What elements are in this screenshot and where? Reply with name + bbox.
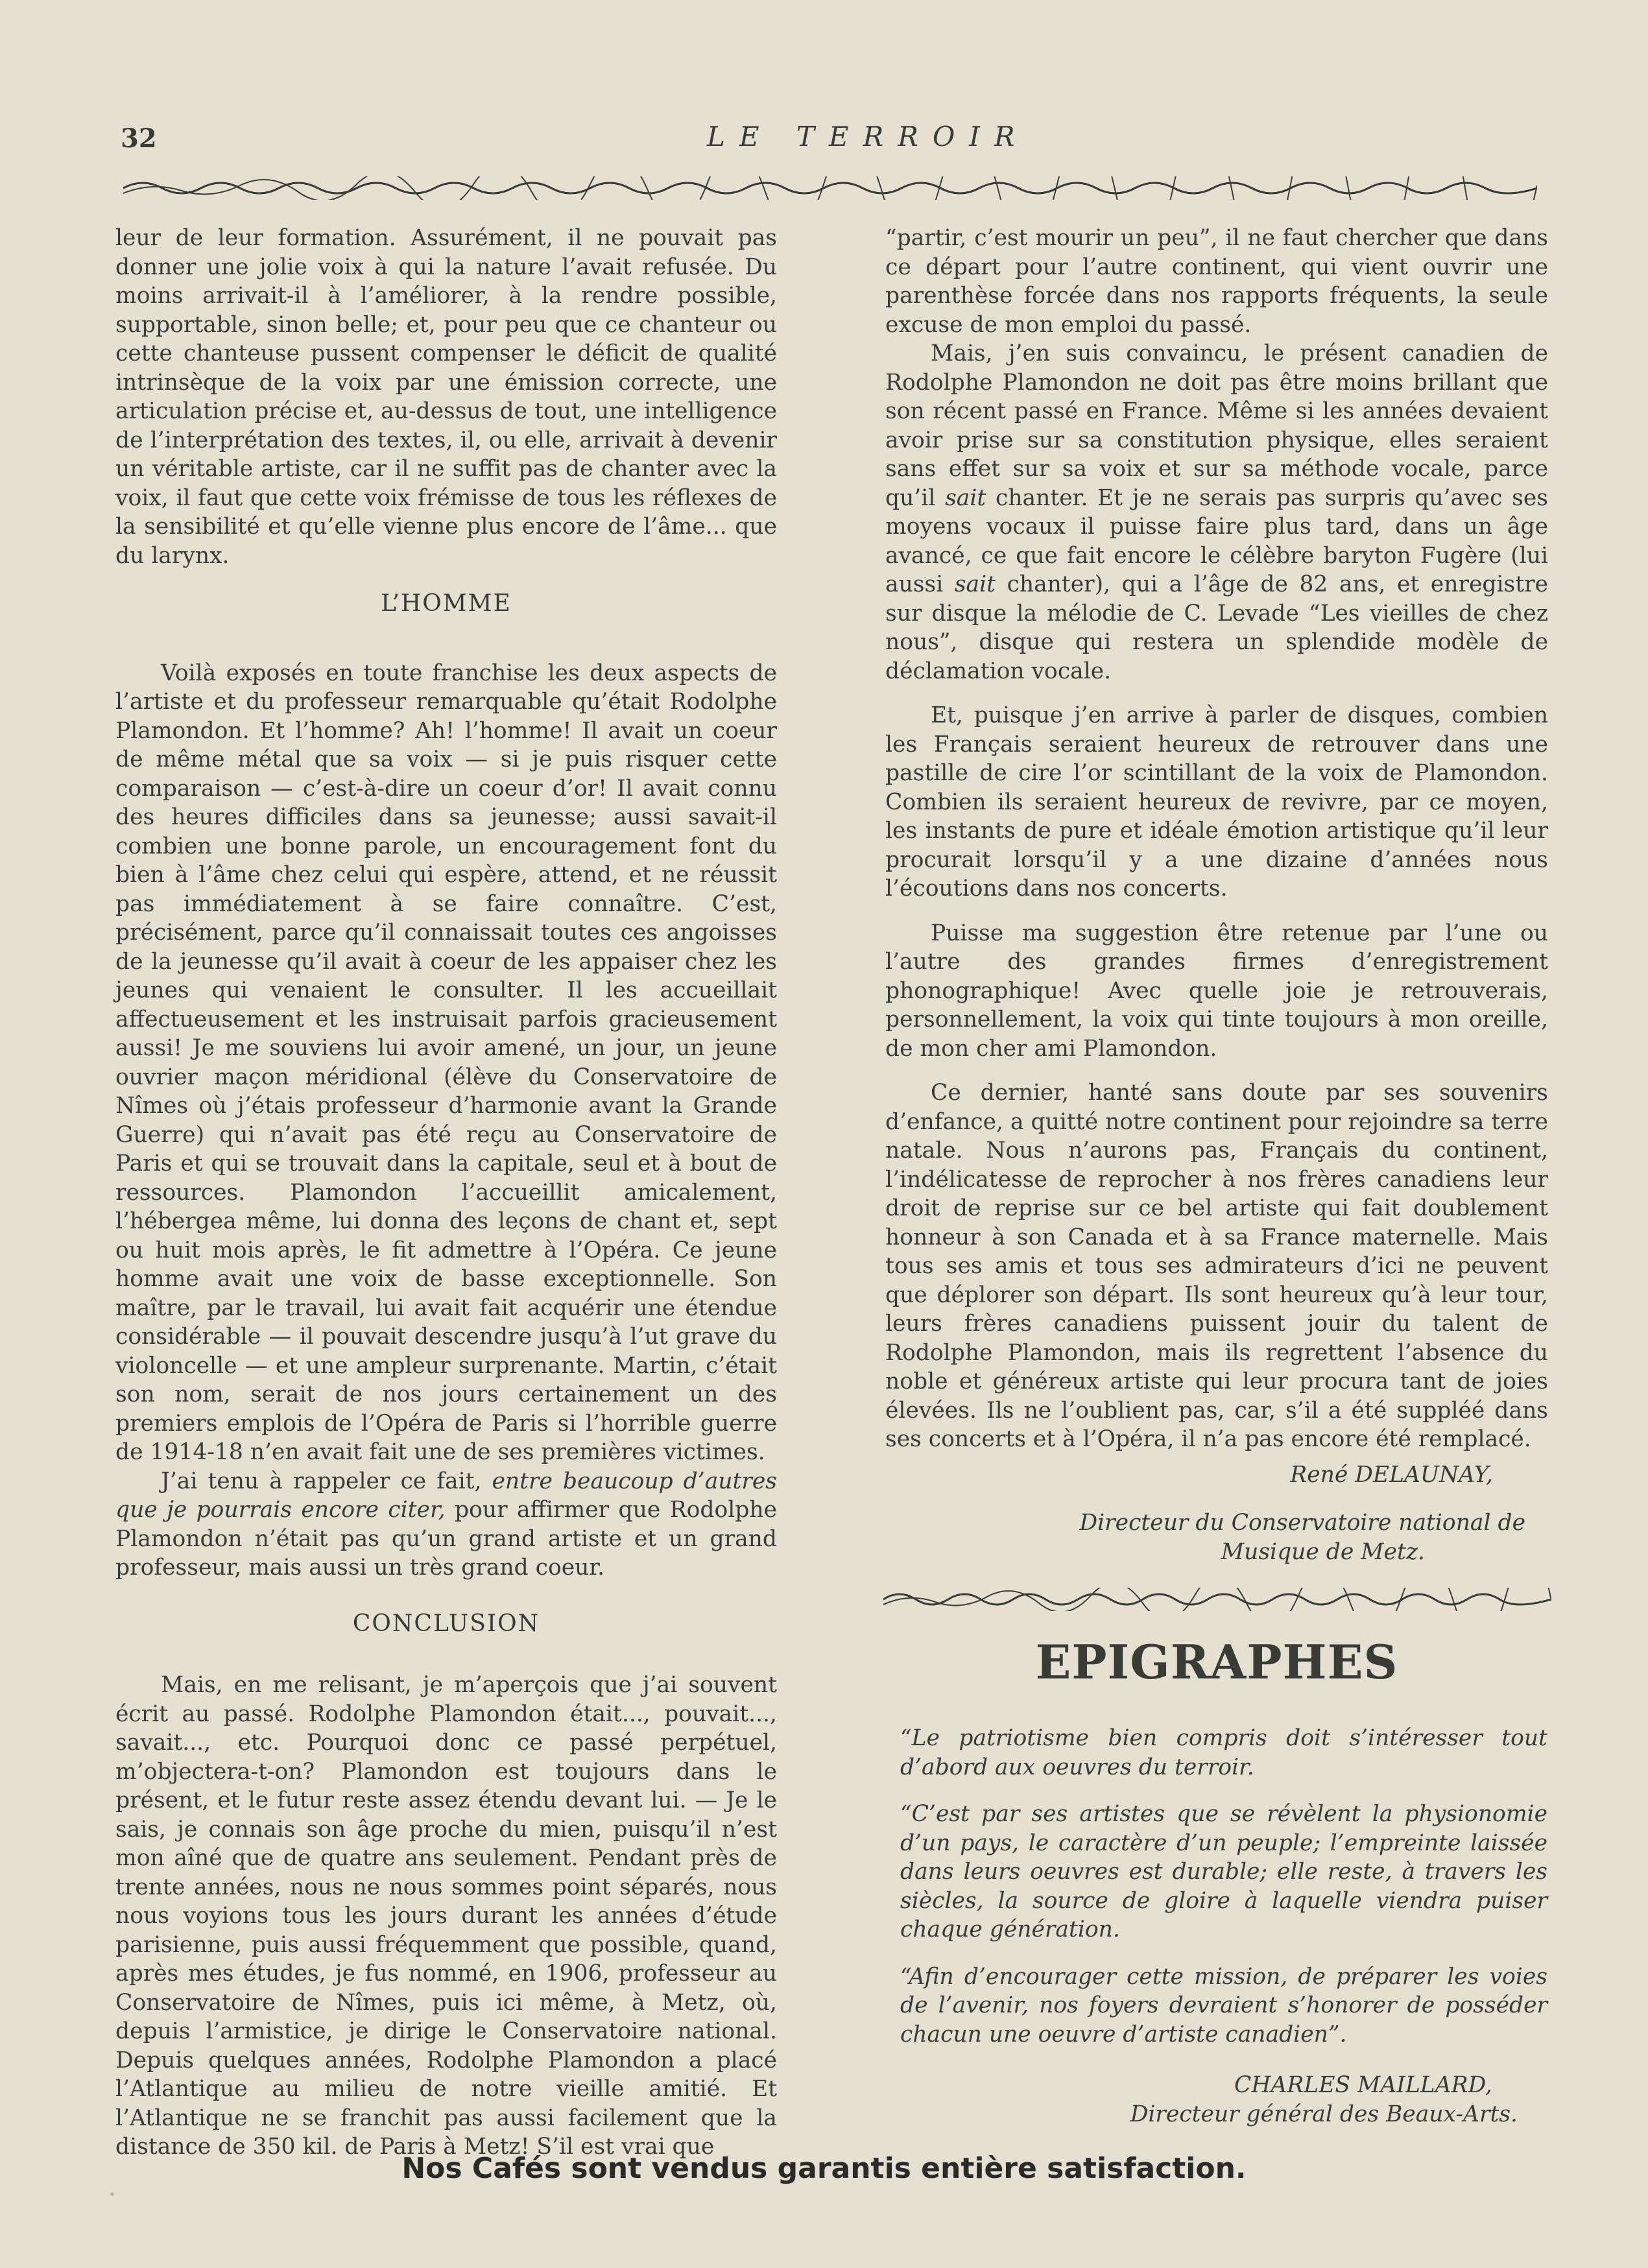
section-heading-conclusion: CONCLUSION — [352, 1610, 540, 1637]
epigraph-author-role: Directeur général des Beaux-Arts. — [1130, 2101, 1518, 2127]
p2-end: chanter), qui a l’âge de 82 ans, et enregistre sur disque la mélodie de C. Levade “Les vieilles de chez nous”, disque qui restera un splendide modèle de déclamation vocale. — [885, 571, 1548, 684]
footer-slogan: Nos Cafés sont vendus garantis entière satisfaction. — [401, 2152, 1247, 2185]
signature-role-line-2: Musique de Metz. — [1221, 1538, 1425, 1565]
right-paragraph-1: “partir, c’est mourir un peu”, il ne faut chercher que dans ce départ pour l’autre continent, qui vient ouvrir une parenthèse forcée dans nos rapports fréquents, la seule excuse de mon emploi du passé. — [885, 225, 1548, 338]
p2-start: Mais, j’en suis convaincu, le présent canadien de Rodolphe Plamondon ne doit pas être moins brillant que son récent passé en France. Même si les années devaient avoir prise sur sa constitution physique, elles seraient sans effet sur sa voix et sur sa méthode vocale, parce qu’il — [885, 340, 1548, 511]
p2-italic-2: sait — [954, 571, 996, 597]
homme-paragraph: Voilà exposés en toute franchise les deux aspects de l’artiste et du professeur remarquable qu’était Rodolphe Plamondon. Et l’homme? Ah! l’homme! Il avait un coeur de même métal que sa voix — si je puis risquer cette comparaison — c’est-à-dire un coeur d’or! Il avait connu des heures difficiles dans sa jeunesse; aussi savait-il combien une bonne parole, un encouragement font du bien à l’âme chez celui qui espère, attend, et ne réussit pas immédiatement à se faire connaître. C’est, précisément, parce qu’il connaissait toutes ces angoisses de la jeunesse qu’il avait à coeur de les appaiser chez les jeunes qui venaient le consulter. Il les accueillait affectueusement et les instruisait parfois gracieusement aussi! Je me souviens lui avoir amené, un jour, un jeune ouvrier maçon méridional (élève du Conservatoire de Nîmes où j’étais professeur d’harmonie avant la Grande Guerre) qui n’avait pas été reçu au Conservatoire de Paris et qui se trouvait dans la capitale, seul et à bout de ressources. Plamondon l’accueillit amicalement, l’hébergea même, lui donna des leçons de chant et, sept ou huit mois après, le fit admettre à l’Opéra. Ce jeune homme avait une voix de basse exceptionnelle. Son maître, par le travail, lui avait fait acquérir une étendue considérable — il pouvait descendre jusqu’à l’ut grave du violoncelle — et une ampleur surprenante. Martin, c’était son nom, serait de nos jours certainement un des premiers emplois de l’Opéra de Paris si l’horrible guerre de 1914-18 n’en avait fait une de ses premières victimes. — [115, 660, 777, 1465]
paper-speck — [110, 2192, 114, 2196]
running-title: LE TERROIR — [707, 121, 1029, 152]
signature-name: René DELAUNAY, — [1290, 1461, 1493, 1488]
right-paragraph-4: Puisse ma suggestion être retenue par l’une ou l’autre des grandes firmes d’enregistrement phonographique! Avec quelle joie je retrouverais, personnellement, la voix qui tinte toujours à mon oreille, de mon cher ami Plamondon. — [885, 920, 1548, 1062]
conclusion-paragraph: Mais, en me relisant, je m’aperçois que j’ai souvent écrit au passé. Rodolphe Plamondon était..., pouvait..., savait..., etc. Pourquoi donc ce passé perpétuel, m’objectera-t-on? Plamondon est toujours dans le présent, et le futur reste assez étendu devant lui. — Je le sais, je connais son âge proche du mien, puisqu’il n’est mon aîné que de quatre ans seulement. Pendant près de trente années, nous ne nous sommes point séparés, nous nous voyions tous les jours durant les années d’étude parisienne, puis aussi fréquemment que possible, quand, après mes études, je fus nommé, en 1906, professeur au Conservatoire de Nîmes, puis ici même, à Metz, où, depuis l’armistice, je dirige le Conservatoire national. Depuis quelques années, Rodolphe Plamondon a placé l’Atlantique au milieu de notre vieille amitié. Et l’Atlantique ne se franchit pas aussi facilement que la distance de 350 kil. de Paris à Metz! S’il est vrai que — [115, 1672, 777, 2160]
intro-paragraph: leur de leur formation. Assurément, il ne pouvait pas donner une jolie voix à qui la nature l’avait refusée. Du moins arrivait-il à l’améliorer, à la rendre possible, supportable, sinon belle; et, pour peu que ce chanteur ou cette chanteuse pussent compenser le déficit de qualité intrinsèque de la voix par une émission correcte, une articulation précise et, au-dessus de tout, une intelligence de l’interprétation des textes, il, ou elle, arrivait à devenir un véritable artiste, car il ne suffit pas de chanter avec la voix, il faut que cette voix frémisse de tous les réflexes de la sensibilité et qu’elle vienne plus encore de l’âme... que du larynx. — [115, 225, 777, 569]
right-paragraph-3: Et, puisque j’en arrive à parler de disques, combien les Français seraient heureux de retrouver dans une pastille de cire l’or scintillant de la voix de Plamondon. Combien ils seraient heureux de revivre, par ce moyen, les instants de pure et idéale émotion artistique qu’il leur procurait lorsqu’il y a une dizaine d’années nous l’écoutions dans nos concerts. — [885, 702, 1548, 901]
epigraphes-title: EPIGRAPHES — [1035, 1634, 1398, 1689]
left-column — [115, 224, 777, 2162]
tribute-text-end: pour affirmer que Rodolphe Plamondon n’était pas qu’un grand artiste et un grand professeur, mais aussi un très grand coeur. — [115, 1497, 777, 1581]
epigraph-quote-2: “C’est par ses artistes que se révèlent la physionomie d’un pays, le caractère d’un peuple; l’empreinte laissée dans leurs oeuvres est durable; elle reste, à travers les siècles, la source de gloire à laquelle viendra puiser chaque génération. — [900, 1801, 1547, 1942]
tribute-paragraph — [115, 1467, 777, 1582]
section-heading-homme: L’HOMME — [381, 590, 512, 617]
epigraphes-ornament — [883, 1588, 1551, 1611]
top-ornament — [123, 176, 1537, 200]
p2-mid: chanter. Et je ne serais pas surpris qu’avec ses moyens vocaux il puisse faire plus tard, dans un âge avancé, ce que fait encore le célèbre baryton Fugère (lui aussi — [885, 484, 1548, 597]
page-number: 32 — [121, 123, 157, 154]
p2-italic-1: sait — [945, 484, 986, 511]
right-column — [885, 224, 1548, 1566]
right-paragraph-5: Ce dernier, hanté sans doute par ses souvenirs d’enfance, a quitté notre continent pour rejoindre sa terre natale. Nous n’aurons pas, Français du continent, l’indélicatesse de reprocher à nos frères canadiens leur droit de reprise sur ce bel artiste qui fait doublement honneur à son Canada et à sa France maternelle. Mais tous ses amis et tous ses admirateurs d’ici ne peuvent que déplorer son départ. Ils sont heureux qu’à leur tour, leurs frères canadiens puissent jouir du talent de Rodolphe Plamondon, mais ils regrettent l’absence du noble et généreux artiste qui leur procura tant de joies élevées. Ils ne l’oublient pas, car, s’il a été suppléé dans ses concerts et à l’Opéra, il n’a pas encore été remplacé. — [885, 1080, 1548, 1452]
tribute-text-italic: entre beaucoup d’autres que je pourrais encore citer, — [115, 1468, 777, 1523]
epigraph-author: CHARLES MAILLARD, — [1234, 2072, 1492, 2098]
epigraph-quote-1: “Le patriotisme bien compris doit s’intéresser tout d’abord aux oeuvres du terroir. — [900, 1725, 1547, 1780]
signature-role-line-1: Directeur du Conservatoire national de — [1079, 1510, 1525, 1536]
epigraph-quote-3: “Afin d’encourager cette mission, de préparer les voies de l’avenir, nos foyers devraient s’honorer de posséder chacun une oeuvre d’artiste canadien”. — [900, 1963, 1547, 2047]
tribute-text-start: J’ai tenu à rappeler ce fait, — [161, 1468, 492, 1494]
epigraphes-block — [900, 1724, 1547, 2129]
right-paragraph-2 — [885, 339, 1548, 686]
